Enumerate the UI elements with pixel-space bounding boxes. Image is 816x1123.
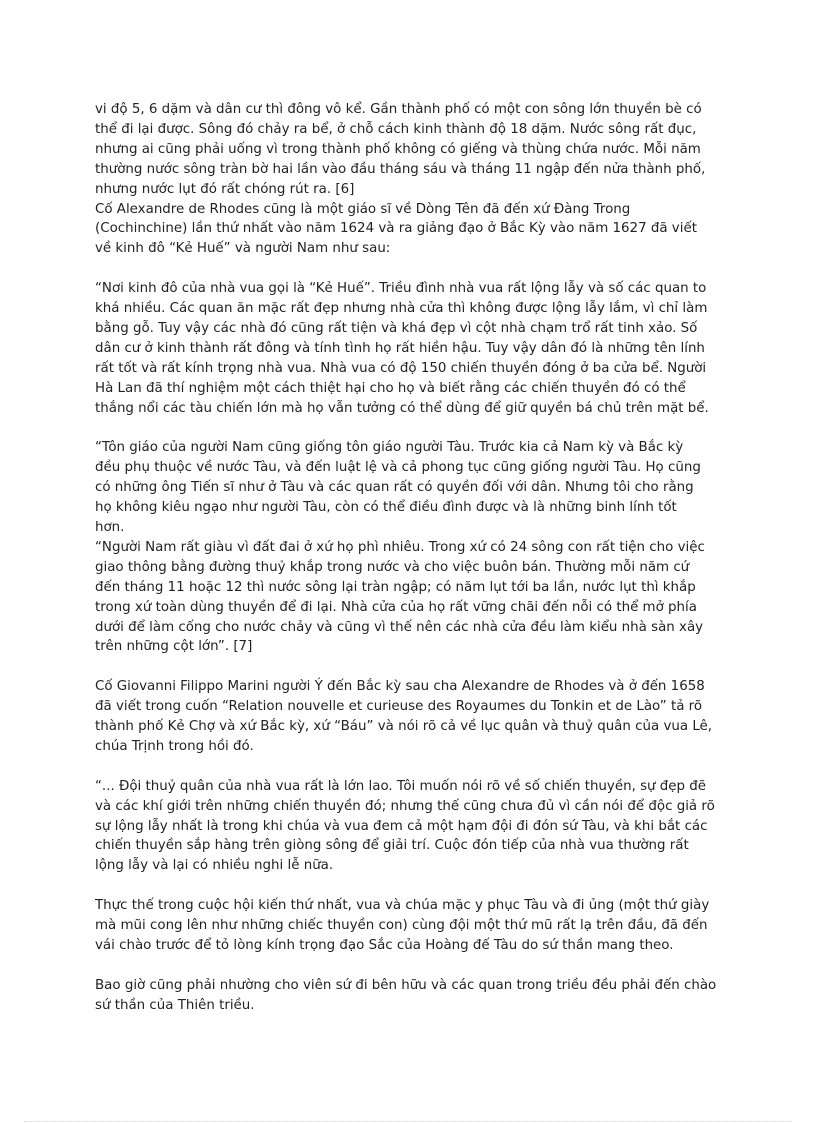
text-line: rất tốt và rất kính trọng nhà vua. Nhà vua có độ 150 chiến thuyền đóng ở ba cửa bể. Người: [95, 360, 707, 376]
text-line: trên những cột lớn”. [7]: [95, 639, 253, 655]
text-line: Cố Giovanni Filippo Marini người Ý đến Bắc kỳ sau cha Alexandre de Rhodes và ở đến 1658: [95, 679, 705, 695]
text-line: thường nước sông tràn bờ hai lần vào đầu tháng sáu và tháng 11 ngập đến nửa thành phố,: [95, 161, 706, 177]
text-line: dưới để làm cống cho nước chảy và cũng vì thế nên các nhà cửa đều làm kiểu nhà sàn xây: [95, 619, 704, 635]
text-line: mà mũi cong lên như những chiếc thuyền con) cùng đội một thứ mũ rất lạ trên đầu, đã đến: [95, 918, 708, 934]
paragraph: [95, 279, 735, 418]
text-line: nhưng nước lụt đó rất chóng rút ra. [6]: [95, 181, 355, 197]
text-line: sự lộng lẫy nhất là trong khi chúa và vua đem cả một hạm đội đi đón sứ Tàu, và khi bắt các: [95, 818, 708, 834]
paragraph: [95, 777, 735, 877]
text-line: và các khí giới trên những chiến thuyền đó; nhưng thế cũng chưa đủ vì cần nói để độc giả rõ: [95, 798, 715, 814]
text-line: vi độ 5, 6 dặm và dân cư thì đông vô kể. Gần thành phố có một con sông lớn thuyền bè có: [95, 102, 702, 117]
text-line: Bao giờ cũng phải nhường cho viên sứ đi bên hữu và các quan trong triều đều phải đến chào: [95, 977, 717, 993]
page-bottom-divider: [24, 1121, 792, 1122]
text-line: nhưng ai cũng phải uống vì trong thành phố không có giếng và thùng chứa nước. Mỗi năm: [95, 141, 701, 157]
text-line: chúa Trịnh trong hồi đó.: [95, 738, 254, 754]
paragraph-gap: [95, 876, 735, 896]
text-line: khá nhiều. Các quan ăn mặc rất đẹp nhưng nhà cửa thì không được lộng lẫy lắm, vì chỉ làm: [95, 301, 708, 317]
text-line: chiến thuyền sắp hàng trên giòng sông để giải trí. Cuộc đón tiếp của nhà vua thường rất: [95, 838, 689, 854]
text-line: dân cư ở kinh thành rất đông và tính tình họ rất hiền hậu. Tuy vậy dân đó là những tên lính: [95, 340, 705, 356]
text-line: đã viết trong cuốn “Relation nouvelle et curieuse des Royaumes du Tonkin et de Lào” tả rõ: [95, 699, 703, 715]
text-line: vái chào trước để tỏ lòng kính trọng đạo Sắc của Hoàng đế Tàu do sứ thần mang theo.: [95, 937, 674, 953]
text-line: họ không kiêu ngạo như người Tàu, còn có thể điều đình được và là những binh lính tốt: [95, 500, 677, 516]
text-line: về kinh đô “Kẻ Huế” và người Nam như sau:: [95, 241, 391, 257]
text-line: “Tôn giáo của người Nam cũng giống tôn giáo người Tàu. Trước kia cả Nam kỳ và Bắc kỳ: [95, 440, 684, 456]
text-line: lộng lẫy và lại có nhiều nghi lễ nữa.: [95, 858, 334, 874]
text-line: (Cochinchine) lần thứ nhất vào năm 1624 và ra giảng đạo ở Bắc Kỳ vào năm 1627 đã viết: [95, 221, 697, 237]
text-line: trong xứ toàn dùng thuyền để đi lại. Nhà cửa của họ rất vững chãi đến nỗi có thể mở phía: [95, 599, 697, 615]
document-page: [95, 100, 735, 1016]
text-line: thể đi lại được. Sông đó chảy ra bể, ở chỗ cách kinh thành độ 18 dặm. Nước sông rất đục,: [95, 121, 697, 137]
text-line: Thực thế trong cuộc hội kiến thứ nhất, vua và chúa mặc y phục Tàu và đi ủng (một thứ giày: [95, 898, 710, 914]
paragraph: [95, 677, 735, 757]
paragraph: [95, 100, 735, 259]
paragraph-gap: [95, 757, 735, 777]
text-line: thắng nổi các tàu chiến lớn mà họ vẫn tưởng có thể dùng để giữ quyền bá chủ trên mặt bể.: [95, 400, 709, 416]
paragraph-gap: [95, 259, 735, 279]
text-line: bằng gỗ. Tuy vậy các nhà đó cũng rất tiện và khá đẹp vì cột nhà chạm trổ rất tinh xảo. Số: [95, 320, 698, 336]
text-line: đều phụ thuộc về nước Tàu, và đến luật lệ và cả phong tục cũng giống người Tàu. Họ cũng: [95, 460, 701, 476]
text-line: giao thông bằng đường thuỷ khắp trong nước và cho việc buôn bán. Thường mỗi năm cứ: [95, 559, 690, 575]
text-line: “Nơi kinh đô của nhà vua gọi là “Kẻ Huế”. Triều đình nhà vua rất lộng lẫy và số các quan to: [95, 281, 707, 297]
text-line: “... Đội thuỷ quân của nhà vua rất là lớn lao. Tôi muốn nói rõ về số chiến thuyền, sự đẹp đẽ: [95, 778, 707, 794]
paragraph: [95, 976, 735, 1016]
text-line: Cố Alexandre de Rhodes cũng là một giáo sĩ về Dòng Tên đã đến xứ Đàng Trong: [95, 201, 631, 217]
paragraph-gap: [95, 418, 735, 438]
paragraph: [95, 896, 735, 956]
text-line: có những ông Tiến sĩ như ở Tàu và các quan rất có quyền đối với dân. Nhưng tôi cho rằng: [95, 480, 694, 496]
paragraph: [95, 438, 735, 657]
text-line: đến tháng 11 hoặc 12 thì nước sông lại tràn ngập; có năm lụt tới ba lần, nước lụt thì khắp: [95, 579, 696, 595]
paragraph-gap: [95, 956, 735, 976]
text-line: hơn.: [95, 520, 125, 535]
paragraph-gap: [95, 657, 735, 677]
text-line: sứ thần của Thiên triều.: [95, 997, 255, 1013]
text-line: Hà Lan đã thí nghiệm một cách thiệt hại cho họ và biết rằng các chiến thuyền đó có thể: [95, 380, 686, 396]
text-line: thành phố Kẻ Chợ và xứ Bắc kỳ, xứ “Báu” và nói rõ cả về lục quân và thuỷ quân của vua Lê,: [95, 719, 713, 735]
text-line: “Người Nam rất giàu vì đất đai ở xứ họ phì nhiêu. Trong xứ có 24 sông con rất tiện cho việc: [95, 539, 705, 555]
